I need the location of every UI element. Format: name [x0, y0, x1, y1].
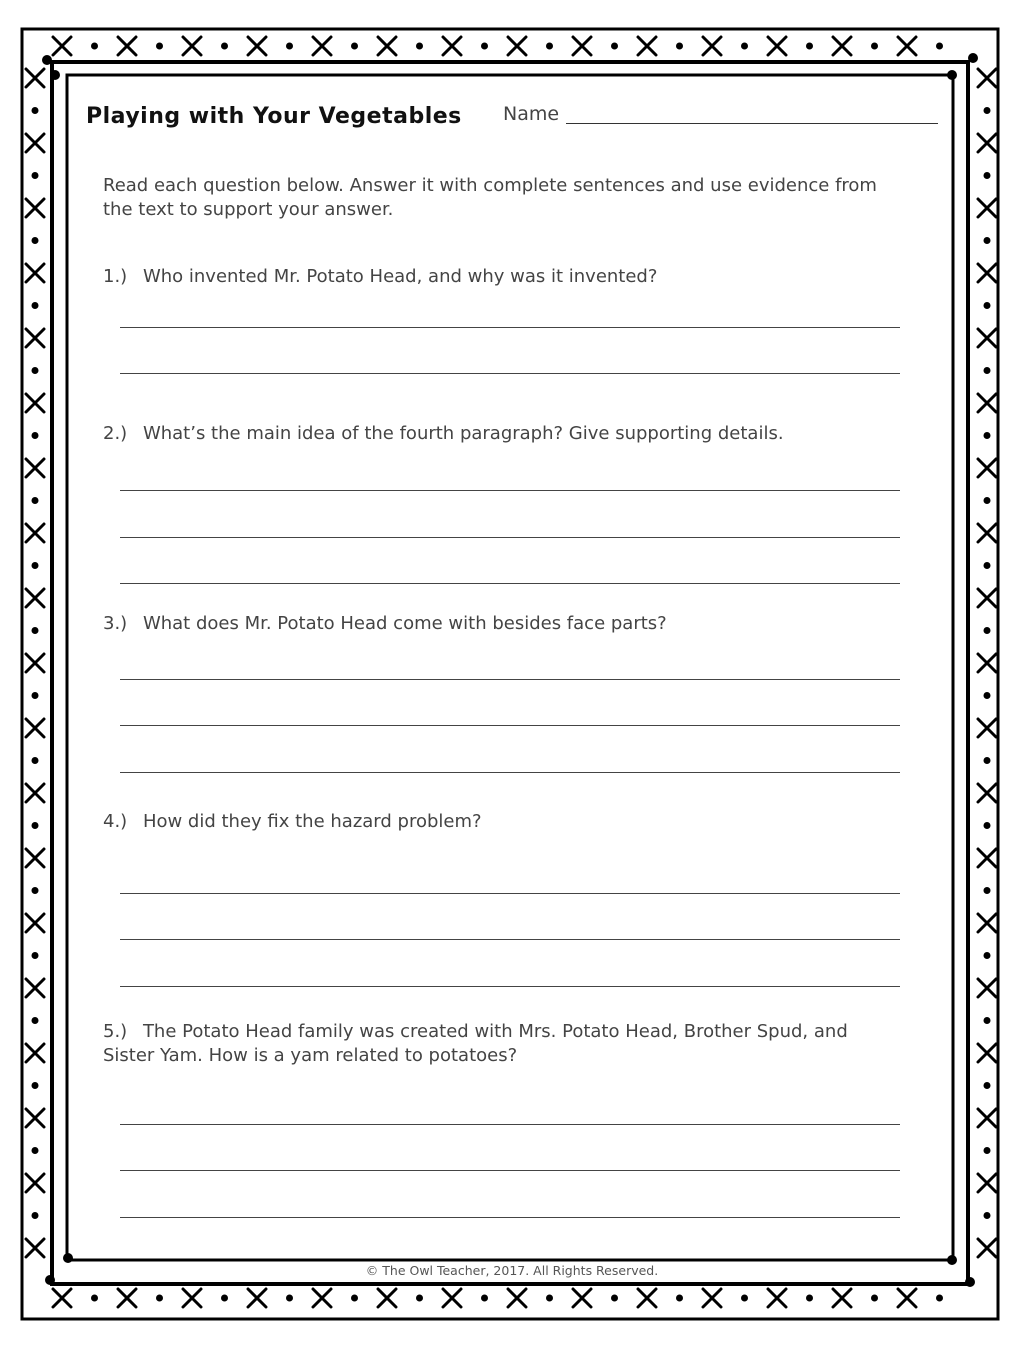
question-text: The Potato Head family was created with Mrs. Potato Head, Brother Spud, and Sister Yam. How is a yam related to potatoes? [103, 1021, 848, 1066]
name-label: Name [503, 103, 560, 125]
question-4 [103, 810, 893, 834]
answer-line[interactable] [120, 583, 900, 584]
answer-line[interactable] [120, 725, 900, 726]
answer-line[interactable] [120, 986, 900, 987]
question-number: 5.) [103, 1021, 128, 1042]
question-1 [103, 265, 893, 289]
question-number: 1.) [103, 266, 128, 287]
question-text: What does Mr. Potato Head come with besides face parts? [142, 613, 667, 634]
question-text: Who invented Mr. Potato Head, and why was it invented? [142, 266, 658, 287]
instructions: Read each question below. Answer it with complete sentences and use evidence from the text to support your answer. [103, 175, 877, 220]
answer-line[interactable] [120, 1124, 900, 1125]
answer-line[interactable] [120, 1170, 900, 1171]
answer-line[interactable] [120, 327, 900, 328]
answer-line[interactable] [120, 772, 900, 773]
question-5 [103, 1020, 893, 1068]
question-number: 2.) [103, 423, 128, 444]
answer-line[interactable] [120, 373, 900, 374]
question-text: How did they fix the hazard problem? [142, 811, 482, 832]
question-3 [103, 612, 893, 636]
worksheet-title: Playing with Your Vegetables [86, 104, 462, 129]
question-2 [103, 422, 893, 446]
question-number: 3.) [103, 613, 128, 634]
copyright-footer: © The Owl Teacher, 2017. All Rights Reserved. [365, 1263, 659, 1278]
answer-line[interactable] [120, 537, 900, 538]
name-field[interactable] [566, 123, 938, 124]
answer-line[interactable] [120, 490, 900, 491]
question-text: What’s the main idea of the fourth paragraph? Give supporting details. [142, 423, 784, 444]
answer-line[interactable] [120, 1217, 900, 1218]
answer-line[interactable] [120, 893, 900, 894]
question-number: 4.) [103, 811, 128, 832]
answer-line[interactable] [120, 679, 900, 680]
answer-line[interactable] [120, 939, 900, 940]
